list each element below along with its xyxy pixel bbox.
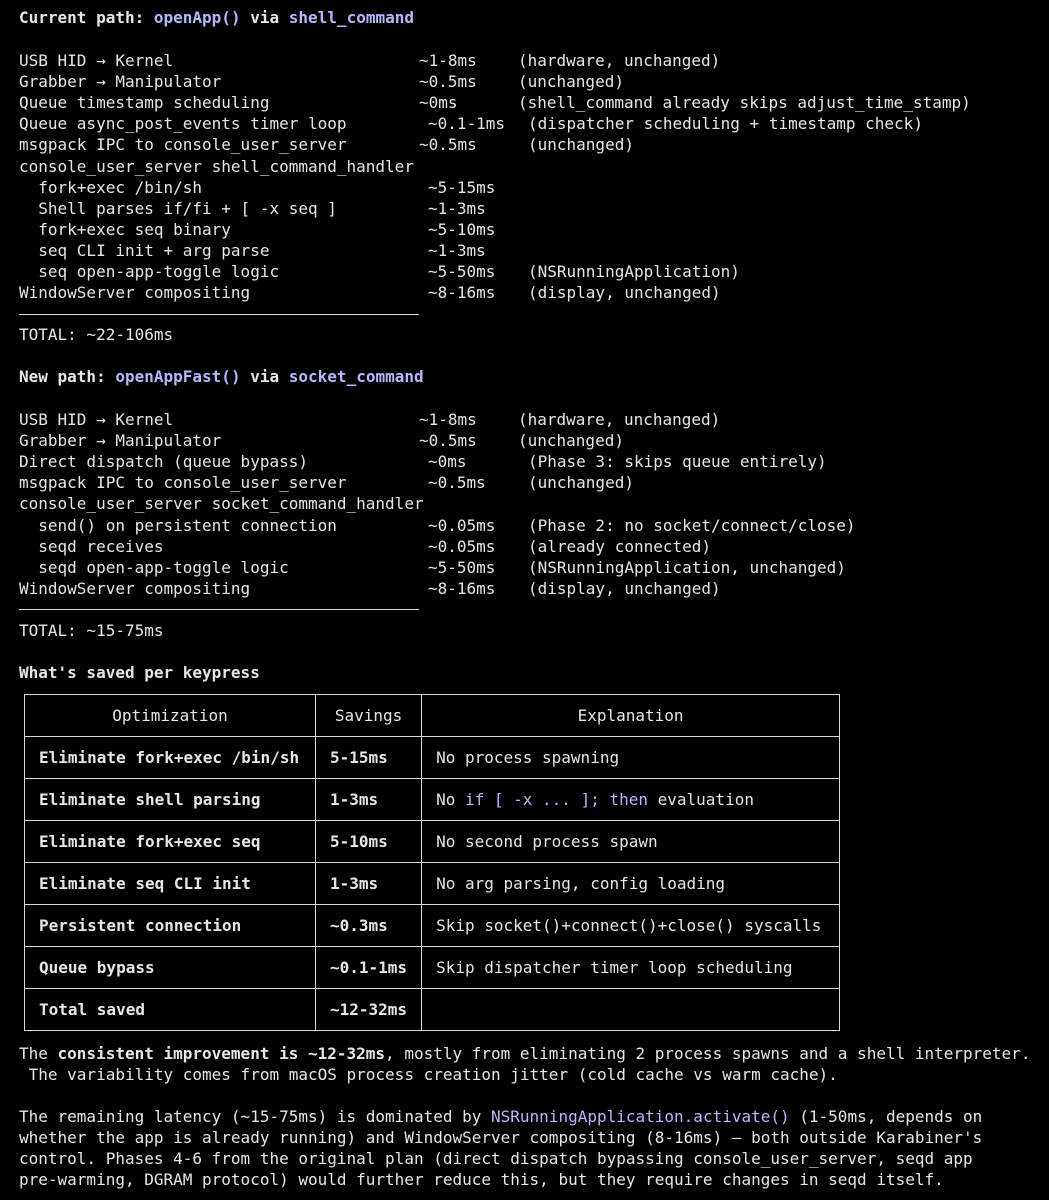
step-time: ~0.5ms [428,473,486,493]
current-path-separator [19,314,419,315]
step-time: ~5-15ms [428,177,496,197]
explanation-cell [422,737,840,779]
current-path-label: Current path: [19,8,145,27]
summary-text: , mostly from eliminating 2 process spawns and a shell interpreter. [385,1044,1031,1063]
step-name: Grabber → Manipulator [19,72,222,92]
step-name: console_user_server shell_command_handler [19,156,414,176]
summary-emphasis: consistent improvement is ~12-32ms [57,1044,386,1063]
savings-cell: 5-15ms [316,737,422,779]
step-note: (shell_command already skips adjust_time_stamp) [518,93,971,113]
step-note: (hardware, unchanged) [518,410,721,429]
step-name: seqd receives [19,536,164,556]
step-time: ~1-3ms [428,240,486,260]
new-path-command: socket_command [288,367,424,386]
optimization-cell: Eliminate seq CLI init [25,863,316,905]
remaining-line-3: control. Phases 4-6 from the original plan (direct dispatch bypassing console_user_server, seqd app [19,1149,973,1168]
step-time: ~1-3ms [428,198,486,218]
new-path-total: TOTAL: ~15-75ms [19,621,164,640]
column-header-explanation: Explanation [422,695,840,737]
explanation-cell [422,779,840,821]
remaining-line-1 [19,1106,982,1127]
step-note: (dispatcher scheduling + timestamp check) [528,114,923,134]
table-row [25,779,840,821]
step-name: seq open-app-toggle logic [19,262,280,281]
new-path-function: openAppFast() [115,367,241,386]
explanation-text: Skip dispatcher timer loop scheduling [436,958,793,977]
table-row [25,989,840,1031]
step-name: Shell parses if/fi + [ -x seq ] [19,198,337,218]
savings-heading: What's saved per keypress [19,663,260,682]
current-path-heading [19,7,414,28]
step-note: (unchanged) [518,431,624,451]
step-time: ~1-8ms [419,51,477,70]
step-note: (NSRunningApplication) [528,262,740,281]
table-row [25,947,840,989]
optimization-cell: Total saved [25,989,316,1031]
step-name: msgpack IPC to console_user_server [19,473,347,493]
savings-cell: ~0.3ms [316,905,422,947]
remaining-line-2: whether the app is already running) and WindowServer compositing (8-16ms) — both outside Karabiner's [19,1128,983,1147]
explanation-cell [422,863,840,905]
step-name: Queue async_post_events timer loop [19,114,347,134]
step-note: (NSRunningApplication, unchanged) [528,557,846,577]
step-name: USB HID → Kernel [19,410,174,429]
explanation-text: Skip socket()+connect()+close() syscalls [436,916,822,935]
explanation-text: evaluation [648,790,754,809]
table-row [25,821,840,863]
step-name: WindowServer compositing [19,283,251,303]
current-path-via: via [250,8,280,27]
step-time: ~5-50ms [428,262,496,281]
savings-table-header [25,695,840,737]
optimization-cell: Eliminate shell parsing [25,779,316,821]
optimization-cell: Queue bypass [25,947,316,989]
explanation-cell [422,821,840,863]
step-note: (already connected) [528,536,712,556]
step-note: (Phase 2: no socket/connect/close) [528,515,856,535]
new-path-heading [19,366,424,387]
optimization-cell: Persistent connection [25,905,316,947]
inline-code: NSRunningApplication.activate() [491,1107,790,1126]
explanation-cell [422,989,840,1031]
optimization-cell: Eliminate fork+exec /bin/sh [25,737,316,779]
current-path-total: TOTAL: ~22-106ms [19,325,174,344]
step-time: ~0.05ms [428,515,496,535]
step-time: ~8-16ms [428,578,496,598]
table-row [25,863,840,905]
new-path-separator [19,609,419,610]
step-time: ~1-8ms [419,410,477,429]
remaining-text: The remaining latency (~15-75ms) is dominated by [19,1107,492,1126]
step-name: USB HID → Kernel [19,51,174,70]
summary-line-1 [19,1043,1030,1064]
step-name: seqd open-app-toggle logic [19,557,289,577]
step-name: Direct dispatch (queue bypass) [19,452,308,472]
step-time: ~5-10ms [428,219,496,239]
step-note: (hardware, unchanged) [518,51,721,70]
explanation-cell [422,905,840,947]
step-name: send() on persistent connection [19,515,337,535]
savings-cell: ~0.1-1ms [316,947,422,989]
step-time: ~8-16ms [428,283,496,303]
step-name: Grabber → Manipulator [19,431,222,451]
step-time: ~0.05ms [428,536,496,556]
explanation-text: No process spawning [436,748,620,767]
step-time: ~0.5ms [419,72,477,92]
step-name: seq CLI init + arg parse [19,240,270,260]
step-name: WindowServer compositing [19,578,251,598]
step-note: (Phase 3: skips queue entirely) [528,452,827,472]
step-time: ~5-50ms [428,557,496,577]
new-path-label: New path: [19,367,106,386]
table-row [25,737,840,779]
new-path-via: via [250,367,280,386]
step-time: ~0ms [428,452,467,472]
summary-text: The [19,1044,58,1063]
column-header-optimization: Optimization [25,695,316,737]
step-note: (unchanged) [528,473,634,493]
savings-cell: 5-10ms [316,821,422,863]
step-note: (unchanged) [528,135,634,155]
optimization-cell: Eliminate fork+exec seq [25,821,316,863]
table-row [25,905,840,947]
summary-line-2: The variability comes from macOS process creation jitter (cold cache vs warm cache). [19,1065,838,1084]
remaining-line-4: pre-warming, DGRAM protocol) would further reduce this, but they require changes in seqd itself. [19,1170,944,1189]
step-name: msgpack IPC to console_user_server [19,135,347,155]
savings-cell: ~12-32ms [316,989,422,1031]
step-note: (unchanged) [518,72,624,92]
savings-cell: 1-3ms [316,863,422,905]
explanation-cell [422,947,840,989]
step-name: Queue timestamp scheduling [19,93,270,113]
explanation-text: No arg parsing, config loading [436,874,726,893]
step-time: ~0.1-1ms [428,114,506,134]
step-time: ~0ms [419,93,458,113]
remaining-text: (1-50ms, depends on [789,1107,983,1126]
step-note: (display, unchanged) [528,283,721,303]
step-time: ~0.5ms [419,431,477,451]
current-path-function: openApp() [153,8,241,27]
step-name: fork+exec /bin/sh [19,177,203,197]
explanation-text: No [436,790,465,809]
step-name: console_user_server socket_command_handler [19,494,424,514]
step-name: fork+exec seq binary [19,219,231,239]
step-note: (display, unchanged) [528,578,721,598]
current-path-command: shell_command [288,8,414,27]
savings-cell: 1-3ms [316,779,422,821]
savings-table [24,694,840,1031]
column-header-savings: Savings [316,695,422,737]
explanation-text: No second process spawn [436,832,658,851]
explanation-code: if [ -x ... ]; then [464,790,648,809]
step-time: ~0.5ms [419,135,477,155]
